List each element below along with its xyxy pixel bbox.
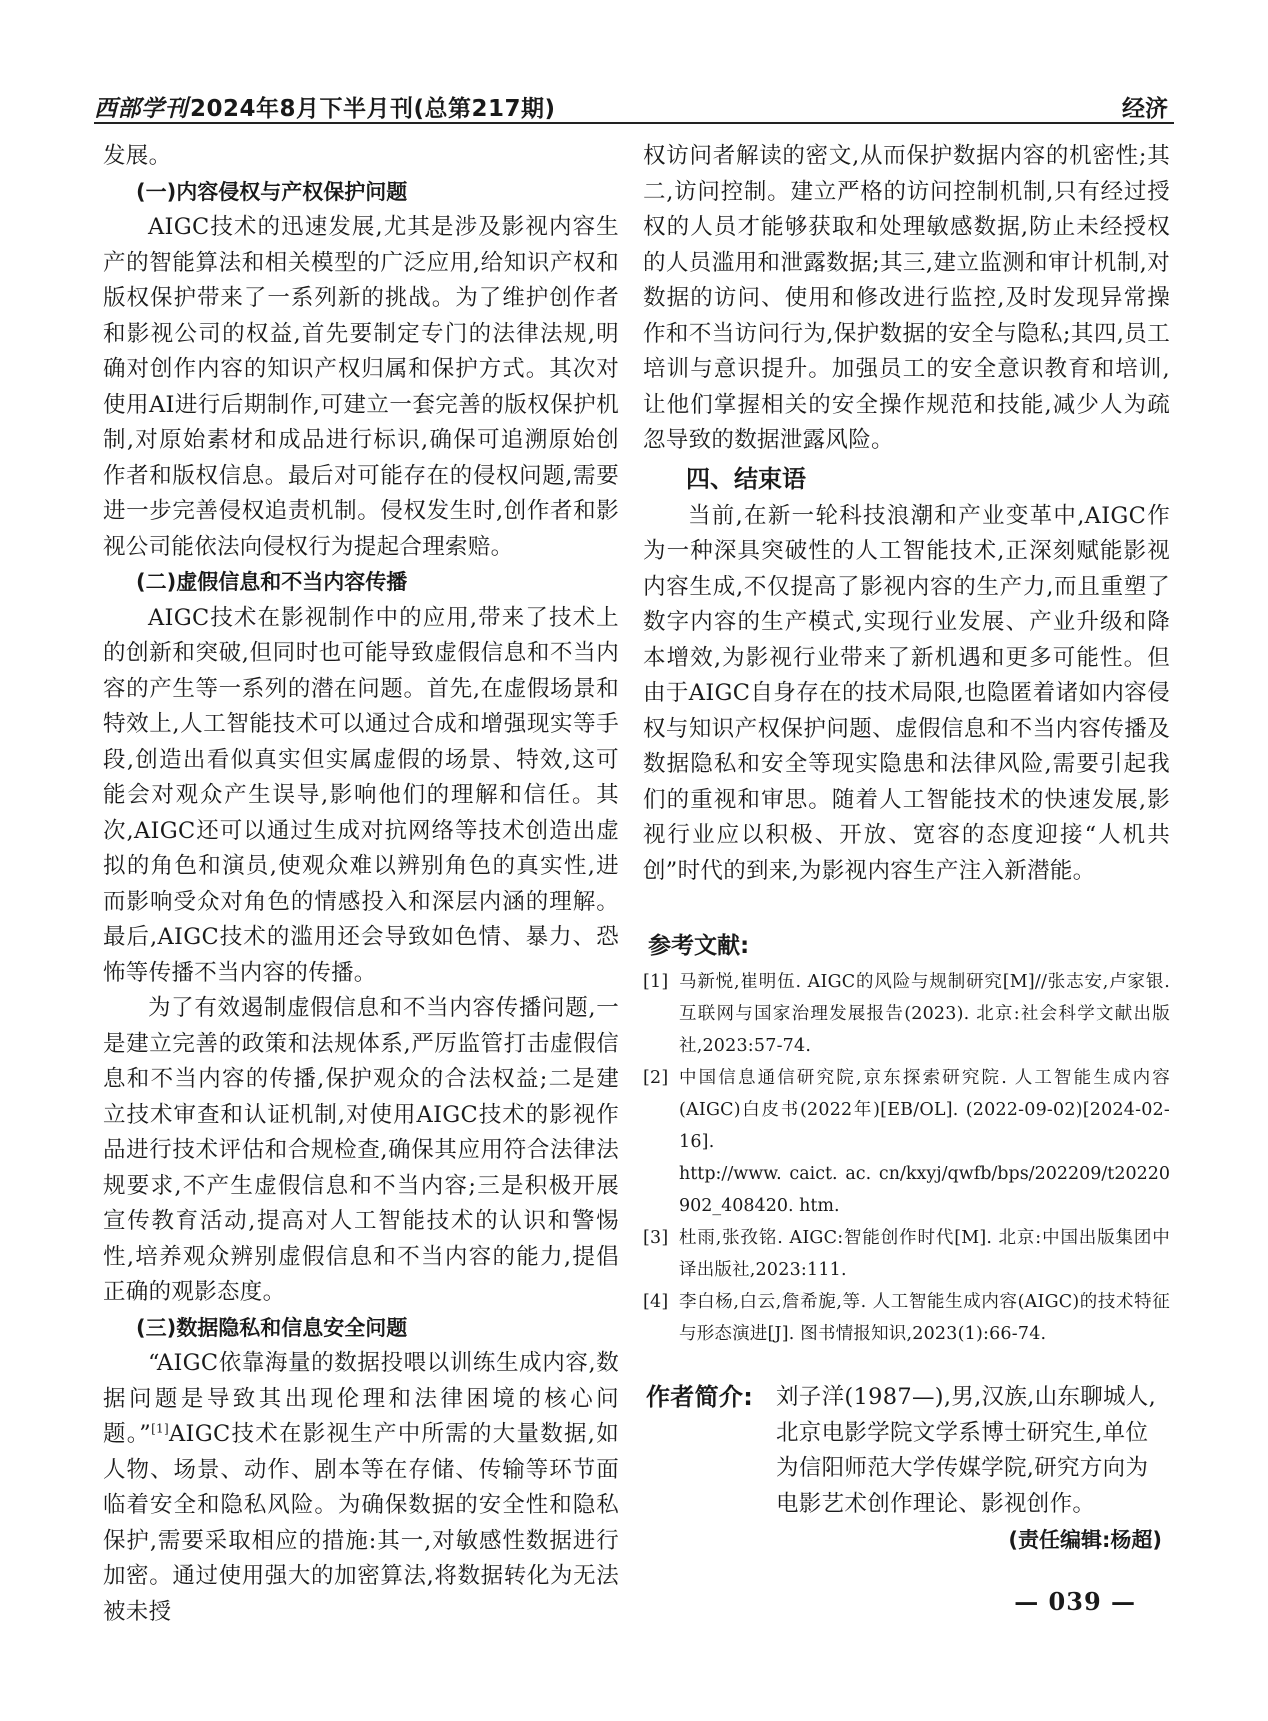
- references-title: 参考文献:: [648, 933, 750, 959]
- reference-item: [643, 966, 1170, 1062]
- section-heading-conclusion: 四、结束语: [686, 464, 806, 493]
- reference-number: [3]: [643, 1228, 669, 1248]
- reference-number: [4]: [643, 1292, 669, 1312]
- reference-item: [643, 1062, 1170, 1222]
- citation-marker: [1]: [151, 1421, 169, 1436]
- header-rule: [94, 122, 1174, 124]
- paragraph-continued: 发展。: [103, 143, 172, 169]
- reference-text: 杜雨,张孜铭. AIGC:智能创作时代[M]. 北京:中国出版集团中译出版社,2023:111.: [679, 1228, 1170, 1280]
- reference-item: [643, 1222, 1170, 1286]
- issue-info: 2024年8月下半月刊(总第217期): [190, 96, 556, 122]
- left-column: [103, 139, 619, 1630]
- paragraph: AIGC技术在影视制作中的应用,带来了技术上的创新和突破,但同时也可能导致虚假信息和不当内容的产生等一系列的潜在问题。首先,在虚假场景和特效上,人工智能技术可以通过合成和增强现实等手段,创造出看似真实但实属虚假的场景、特效,这可能会对观众产生误导,影响他们的理解和信任。其次,AIGC还可以通过生成对抗网络等技术创造出虚拟的角色和演员,使观众难以辨别角色的真实性,进而影响受众对角色的情感投入和深层内涵的理解。最后,AIGC技术的滥用还会导致如色情、暴力、恐怖等传播不当内容的传播。: [103, 604, 619, 986]
- reference-text: 李白杨,白云,詹希旎,等. 人工智能生成内容(AIGC)的技术特征与形态演进[J]. 图书情报知识,2023(1):66-74.: [679, 1292, 1170, 1344]
- page-header: [94, 84, 1174, 124]
- author-bio: [643, 1380, 1170, 1522]
- reference-number: [1]: [643, 972, 669, 992]
- responsible-editor: (责任编辑:杨超): [1008, 1528, 1162, 1552]
- reference-url[interactable]: http://www. caict. ac. cn/kxyj/qwfb/bps/202209/t20220902_408420. htm.: [679, 1164, 1170, 1216]
- reference-number: [2]: [643, 1068, 669, 1088]
- subsection-heading-3: (三)数据隐私和信息安全问题: [136, 1315, 408, 1340]
- journal-masthead: [94, 90, 556, 123]
- paragraph-text: AIGC技术在影视生产中所需的大量数据,如人物、场景、动作、剧本等在存储、传输等环节面临着安全和隐私风险。为确保数据的安全性和隐私保护,需要采取相应的措施:其一,对敏感性数据进行加密。通过使用强大的加密算法,将数据转化为无法被未授: [103, 1421, 620, 1625]
- paragraph-with-citation: [103, 1346, 619, 1630]
- page-number: — 039 —: [1014, 1587, 1136, 1616]
- paragraph-continued: 权访问者解读的密文,从而保护数据内容的机密性;其二,访问控制。建立严格的访问控制机制,只有经过授权的人员才能够获取和处理敏感数据,防止未经授权的人员滥用和泄露数据;其三,建立监测和审计机制,对数据的访问、使用和修改进行监控,及时发现异常操作和不当访问行为,保护数据的安全与隐私;其四,员工培训与意识提升。加强员工的安全意识教育和培训,让他们掌握相关的安全操作规范和技能,减少人为疏忽导致的数据泄露风险。: [643, 143, 1170, 453]
- author-bio-text: 刘子洋(1987—),男,汉族,山东聊城人,北京电影学院文学系博士研究生,单位为信阳师范大学传媒学院,研究方向为电影艺术创作理论、影视创作。: [776, 1384, 1157, 1517]
- paragraph: 为了有效遏制虚假信息和不当内容传播问题,一是建立完善的政策和法规体系,严厉监管打击虚假信息和不当内容的传播,保护观众的合法权益;二是建立技术审查和认证机制,对使用AIGC技术的影视作品进行技术评估和合规检查,确保其应用符合法律法规要求,不产生虚假信息和不当内容;三是积极开展宣传教育活动,提高对人工智能技术的认识和警惕性,培养观众辨别虚假信息和不当内容的能力,提倡正确的观影态度。: [103, 995, 619, 1305]
- subsection-heading-1: (一)内容侵权与产权保护问题: [136, 179, 408, 204]
- right-column: [643, 139, 1170, 1554]
- reference-text: 马新悦,崔明伍. AIGC的风险与规制研究[M]//张志安,卢家银. 互联网与国家治理发展报告(2023). 北京:社会科学文献出版社,2023:57-74.: [679, 972, 1170, 1056]
- paragraph: AIGC技术的迅速发展,尤其是涉及影视内容生产的智能算法和相关模型的广泛应用,给知识产权和版权保护带来了一系列新的挑战。为了维护创作者和影视公司的权益,首先要制定专门的法律法规,明确对创作内容的知识产权归属和保护方式。其次对使用AI进行后期制作,可建立一套完善的版权保护机制,对原始素材和成品进行标识,确保可追溯原始创作者和版权信息。最后对可能存在的侵权问题,需要进一步完善侵权追责机制。侵权发生时,创作者和影视公司能依法向侵权行为提起合理索赔。: [103, 214, 619, 560]
- reference-text: 中国信息通信研究院,京东探索研究院. 人工智能生成内容(AIGC)白皮书(2022年)[EB/OL]. (2022-09-02)[2024-02-16].: [679, 1068, 1170, 1152]
- author-bio-label: 作者简介:: [646, 1383, 754, 1411]
- journal-logo: 西部学刊: [94, 95, 188, 122]
- quote-text: “AIGC依靠海量的数据投喂以训练生成内容,数据问题是导致其出现伦理和法律困境的核心问题。”: [103, 1350, 619, 1447]
- subsection-heading-2: (二)虚假信息和不当内容传播: [136, 570, 408, 594]
- section-label: 经济: [1122, 96, 1168, 122]
- paragraph: 当前,在新一轮科技浪潮和产业变革中,AIGC作为一种深具突破性的人工智能技术,正深刻赋能影视内容生成,不仅提高了影视内容的生产力,而且重塑了数字内容的生产模式,实现行业发展、产业升级和降本增效,为影视行业带来了新机遇和更多可能性。但由于AIGC自身存在的技术局限,也隐匿着诸如内容侵权与知识产权保护问题、虚假信息和不当内容传播及数据隐私和安全等现实隐患和法律风险,需要引起我们的重视和审思。随着人工智能技术的快速发展,影视行业应以积极、开放、宽容的态度迎接“人机共创”时代的到来,为影视内容生产注入新潜能。: [643, 502, 1170, 884]
- reference-item: [643, 1286, 1170, 1350]
